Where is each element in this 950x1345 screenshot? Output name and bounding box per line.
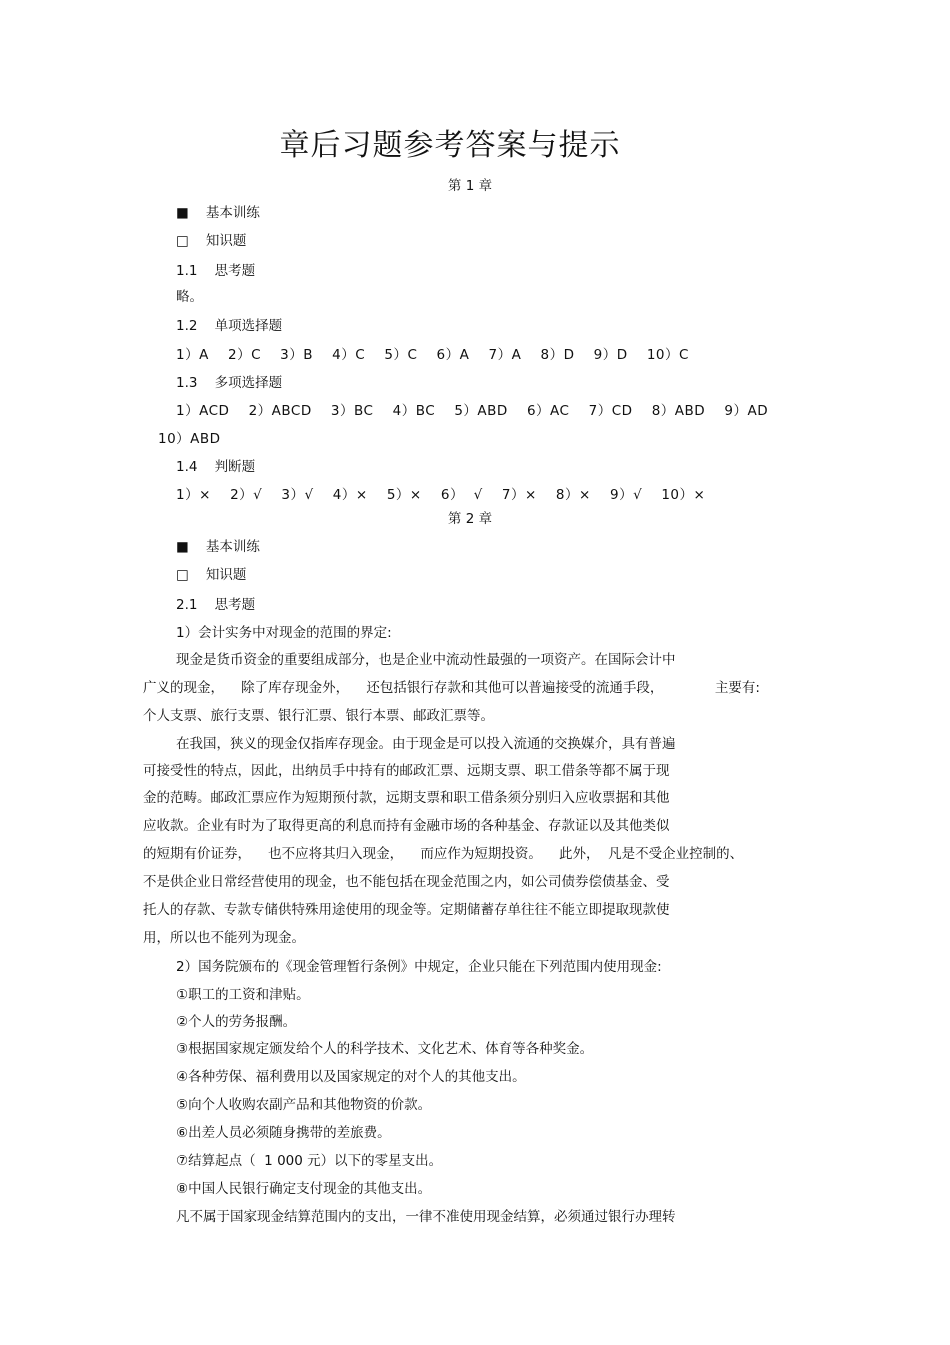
- paragraph-1-line-1: 现金是货币资金的重要组成部分，也是企业中流动性最强的一项资产。在国际会计中: [176, 652, 676, 668]
- question-1-3-answers-cont: 10）ABD: [158, 431, 221, 447]
- chapter-1-subsection: □ 知识题: [176, 233, 247, 249]
- chapter-1-heading: 第 1 章: [447, 178, 493, 194]
- question-1-2: 1.2 单项选择题: [176, 318, 283, 334]
- list-item: ②个人的劳务报酬。: [176, 1014, 297, 1030]
- paragraph-2-line-5: 的短期有价证券， 也不应将其归入现金， 而应作为短期投资。 此外， 凡是不受企业控制的、: [143, 846, 744, 862]
- question-1-1: 1.1 思考题: [176, 263, 256, 279]
- paragraph-1-heading: 1）会计实务中对现金的范围的界定:: [176, 625, 392, 641]
- paragraph-2-line-4: 应收款。企业有时为了取得更高的利息而持有金融市场的各种基金、存款证以及其他类似: [143, 818, 670, 834]
- last-paragraph-line: 凡不属于国家现金结算范围内的支出，一律不准使用现金结算，必须通过银行办理转: [176, 1209, 676, 1225]
- page-title: 章后习题参考答案与提示: [279, 128, 621, 163]
- list-item: ⑦结算起点（ 1 000 元）以下的零星支出。: [176, 1153, 443, 1169]
- paragraph-2-line-7: 托人的存款、专款专储供特殊用途使用的现金等。定期储蓄存单往往不能立即提取现款使: [143, 902, 670, 918]
- paragraph-2-line-6: 不是供企业日常经营使用的现金，也不能包括在现金范围之内，如公司债券偿债基金、受: [143, 874, 670, 890]
- paragraph-1-line-2: 广义的现金， 除了库存现金外， 还包括银行存款和其他可以普遍接受的流通手段， 主要有:: [143, 680, 760, 696]
- paragraph-2-line-3: 金的范畴。邮政汇票应作为短期预付款，远期支票和职工借条须分别归入应收票据和其他: [143, 790, 670, 806]
- chapter-1-section: ■ 基本训练: [176, 205, 260, 221]
- chapter-2-section: ■ 基本训练: [176, 539, 260, 555]
- list-item: ⑤向个人收购农副产品和其他物资的价款。: [176, 1097, 432, 1113]
- question-1-3-answers: 1）ACD 2）ABCD 3）BC 4）BC 5）ABD 6）AC 7）CD 8）ABD 9）AD: [176, 403, 769, 419]
- question-1-3: 1.3 多项选择题: [176, 375, 283, 391]
- list-item: ⑧中国人民银行确定支付现金的其他支出。: [176, 1181, 432, 1197]
- question-2-1: 2.1 思考题: [176, 597, 256, 613]
- paragraph-3-heading: 2）国务院颁布的《现金管理暂行条例》中规定，企业只能在下列范围内使用现金:: [176, 959, 662, 975]
- list-item: ④各种劳保、福利费用以及国家规定的对个人的其他支出。: [176, 1069, 526, 1085]
- list-item: ③根据国家规定颁发给个人的科学技术、文化艺术、体育等各种奖金。: [176, 1041, 594, 1057]
- question-1-4-answers: 1）× 2）√ 3）√ 4）× 5）× 6） √ 7）× 8）× 9）√ 10）×: [176, 487, 706, 503]
- question-1-1-answer: 略。: [176, 289, 203, 305]
- list-item: ⑥出差人员必须随身携带的差旅费。: [176, 1125, 391, 1141]
- paragraph-2-line-2: 可接受性的特点，因此，出纳员手中持有的邮政汇票、远期支票、职工借条等都不属于现: [143, 763, 670, 779]
- paragraph-2-line-8: 用，所以也不能列为现金。: [143, 930, 305, 946]
- chapter-2-heading: 第 2 章: [447, 511, 493, 527]
- paragraph-2-line-1: 在我国，狭义的现金仅指库存现金。由于现金是可以投入流通的交换媒介，具有普遍: [176, 736, 676, 752]
- paragraph-1-line-3: 个人支票、旅行支票、银行汇票、银行本票、邮政汇票等。: [143, 708, 494, 724]
- chapter-2-subsection: □ 知识题: [176, 567, 247, 583]
- list-item: ①职工的工资和津贴。: [176, 987, 310, 1003]
- question-1-4: 1.4 判断题: [176, 459, 256, 475]
- question-1-2-answers: 1）A 2）C 3）B 4）C 5）C 6）A 7）A 8）D 9）D 10）C: [176, 347, 689, 363]
